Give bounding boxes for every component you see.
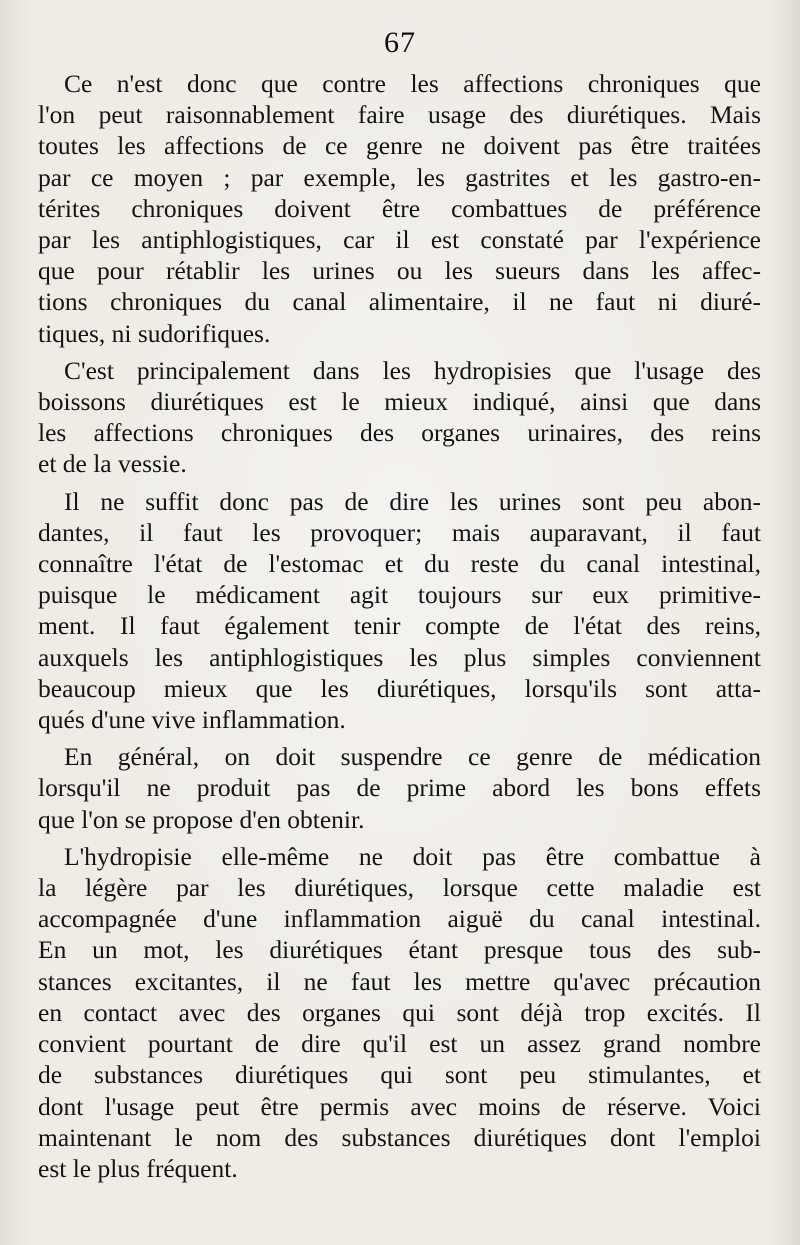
text-line: accompagnée d'une inflammation aiguë du canal intestinal. xyxy=(38,904,761,934)
text-line: tions chroniques du canal alimentaire, il ne faut ni diuré- xyxy=(38,287,761,317)
text-line: Ce n'est donc que contre les affections chroniques que xyxy=(64,69,761,98)
text-line: de substances diurétiques qui sont peu stimulantes, et xyxy=(38,1060,761,1090)
text-line: tiques, ni sudorifiques. xyxy=(38,318,271,348)
text-line: térites chroniques doivent être combattues de préférence xyxy=(38,193,761,223)
text-line: par ce moyen ; par exemple, les gastrites et les gastro-en- xyxy=(38,162,761,192)
paragraph xyxy=(38,68,761,349)
text-line: l'on peut raisonnablement faire usage des diurétiques. Mais xyxy=(38,100,761,130)
text-line: que l'on se propose d'en obtenir. xyxy=(38,804,365,834)
text-line: Il ne suffit donc pas de dire les urines sont peu abon- xyxy=(64,486,761,516)
page-number: 67 xyxy=(384,26,416,59)
text-line: que pour rétablir les urines ou les sueurs dans les affec- xyxy=(38,256,761,286)
text-line: connaître l'état de l'estomac et du reste du canal intestinal, xyxy=(38,549,761,579)
text-line: toutes les affections de ce genre ne doivent pas être traitées xyxy=(38,131,761,161)
text-line: beaucoup mieux que les diurétiques, lorsqu'ils sont atta- xyxy=(38,673,761,703)
text-line: boissons diurétiques est le mieux indiqué, ainsi que dans xyxy=(38,387,761,417)
paragraph xyxy=(38,841,761,1184)
body-text xyxy=(38,68,761,1190)
text-line: par les antiphlogistiques, car il est constaté par l'expérience xyxy=(38,225,761,255)
text-line: est le plus fréquent. xyxy=(38,1153,238,1183)
text-line: En général, on doit suspendre ce genre de médication xyxy=(64,742,761,772)
text-line: dantes, il faut les provoquer; mais auparavant, il faut xyxy=(38,517,761,547)
text-line: En un mot, les diurétiques étant presque tous des sub- xyxy=(38,935,761,965)
text-line: stances excitantes, il ne faut les mettre qu'avec précaution xyxy=(38,966,761,996)
text-line: L'hydropisie elle-même ne doit pas être combattue à xyxy=(64,841,761,871)
text-line: la légère par les diurétiques, lorsque cette maladie est xyxy=(38,873,761,903)
text-line: et de la vessie. xyxy=(38,449,187,479)
text-line: convient pourtant de dire qu'il est un assez grand nombre xyxy=(38,1029,761,1059)
paragraph xyxy=(38,486,761,736)
text-line: auxquels les antiphlogistiques les plus simples conviennent xyxy=(38,642,761,672)
text-line: C'est principalement dans les hydropisies que l'usage des xyxy=(64,355,761,385)
paragraph xyxy=(38,741,761,835)
text-line: puisque le médicament agit toujours sur eux primitive- xyxy=(38,580,761,610)
text-line: qués d'une vive inflammation. xyxy=(38,705,346,735)
paragraph xyxy=(38,355,761,480)
text-line: les affections chroniques des organes urinaires, des reins xyxy=(38,418,761,448)
text-line: dont l'usage peut être permis avec moins de réserve. Voici xyxy=(38,1091,761,1121)
text-line: en contact avec des organes qui sont déjà trop excités. Il xyxy=(38,997,761,1027)
text-line: lorsqu'il ne produit pas de prime abord les bons effets xyxy=(38,773,761,803)
text-line: maintenant le nom des substances diurétiques dont l'emploi xyxy=(38,1122,761,1152)
text-line: ment. Il faut également tenir compte de l'état des reins, xyxy=(38,611,761,641)
